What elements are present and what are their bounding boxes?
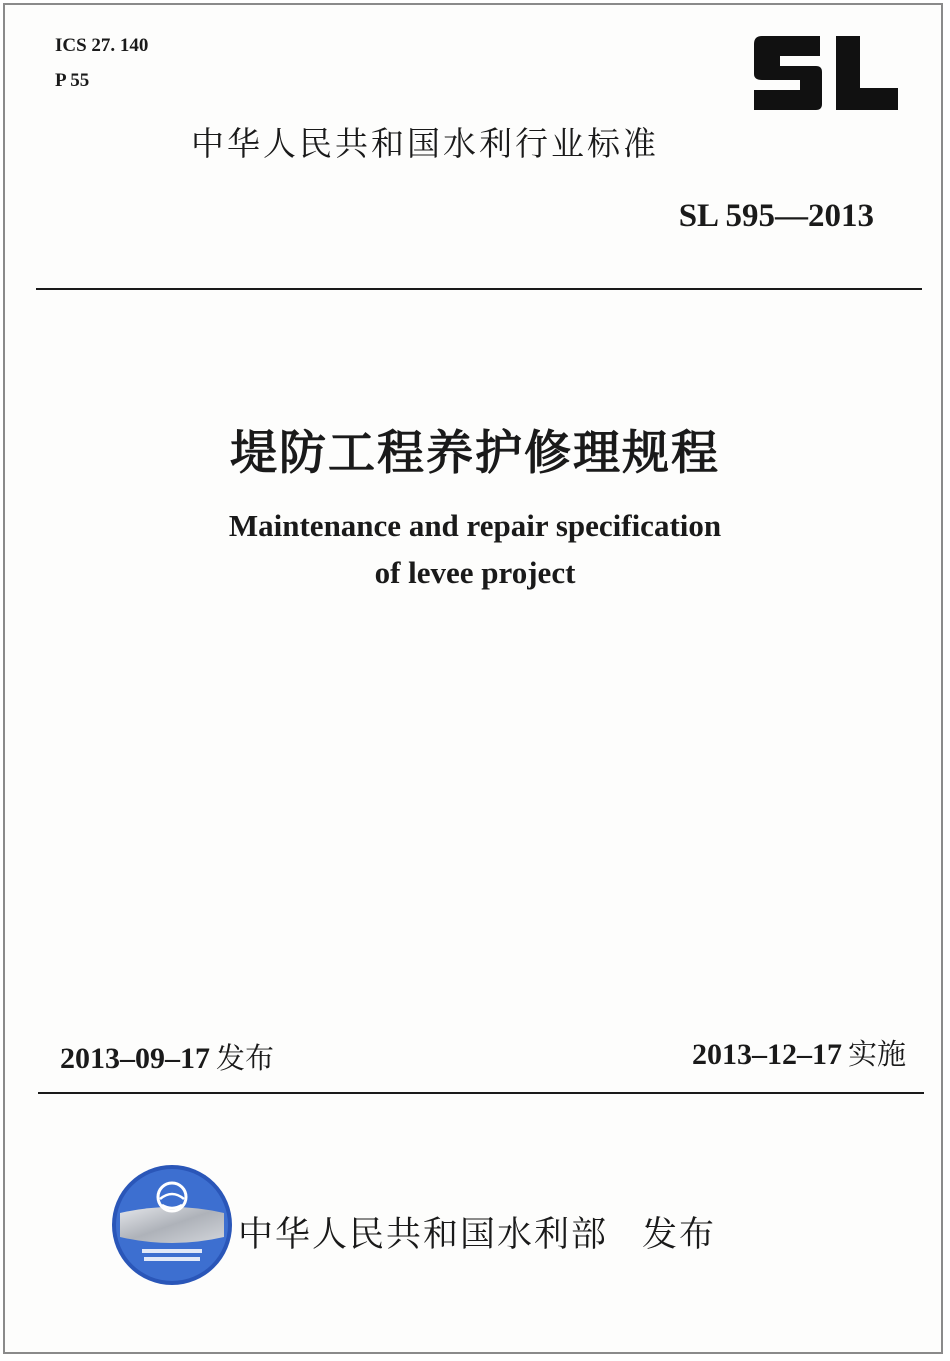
title-chinese: 堤防工程养护修理规程	[230, 426, 720, 481]
implement-label: 实施	[847, 1037, 906, 1071]
issue-date-block	[60, 1036, 274, 1081]
standard-number: SL 595—2013	[678, 198, 874, 234]
sl-logo	[748, 30, 903, 116]
issue-label: 发布	[216, 1041, 275, 1075]
title-english-line1: Maintenance and repair specification	[228, 508, 722, 543]
industry-standard-heading: 中华人民共和国水利行业标准	[191, 124, 659, 163]
implement-date: 2013–12–17	[691, 1038, 842, 1071]
ics-code: ICS 27. 140	[55, 35, 149, 56]
title-english-line2: of levee project	[374, 555, 576, 590]
anti-counterfeit-seal-icon	[110, 1163, 234, 1287]
publisher-verb: 发布	[642, 1215, 717, 1255]
issue-date: 2013–09–17	[60, 1042, 210, 1075]
implement-date-block	[692, 1032, 906, 1077]
publisher-line	[238, 1212, 716, 1258]
bottom-divider	[38, 1092, 924, 1094]
publisher-name: 中华人民共和国水利部	[238, 1215, 609, 1255]
top-divider	[36, 288, 922, 290]
ccs-code: P 55	[55, 70, 90, 91]
